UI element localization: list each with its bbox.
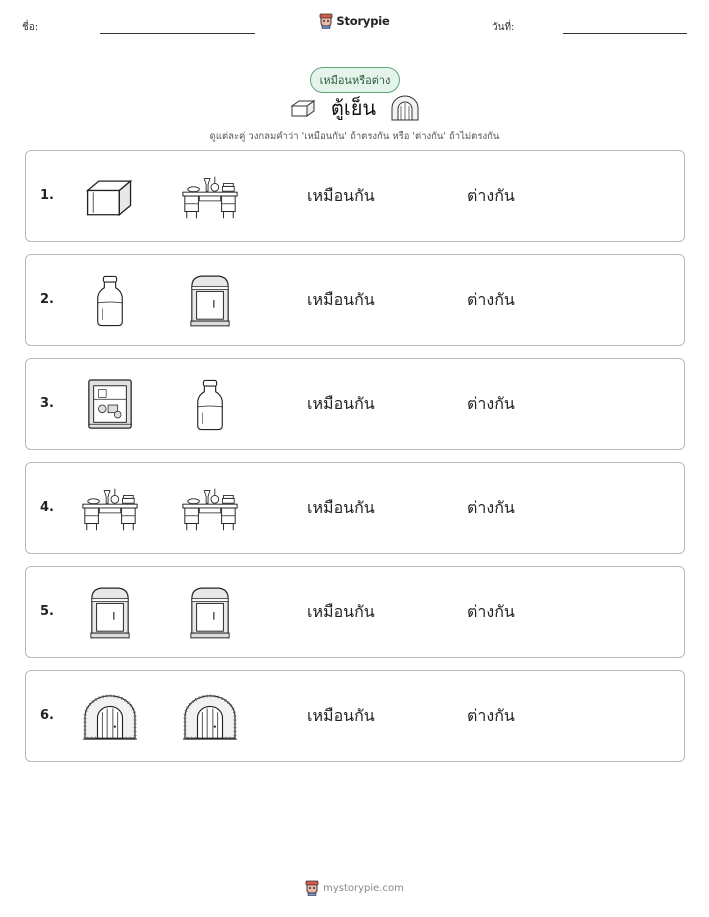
block-icon: [82, 173, 138, 221]
instructions: ดูแต่ละคู่ วงกลมคำว่า 'เหมือนกัน' ถ้าตรงกัน หรือ 'ต่างกัน' ถ้าไม่ตรงกัน: [209, 131, 500, 142]
arch-door-icon: [181, 692, 239, 742]
same-option[interactable]: เหมือนกัน: [307, 602, 375, 621]
name-label: ชื่อ:: [22, 22, 39, 33]
left-picture: [80, 168, 140, 226]
worksheet-type-badge: [310, 67, 400, 93]
question-number: 1.: [40, 188, 54, 203]
different-option[interactable]: ต่างกัน: [467, 706, 515, 725]
arch-door-icon: [390, 95, 420, 121]
name-line[interactable]: [100, 33, 255, 34]
question-row-5: [25, 566, 685, 658]
footer: [0, 880, 709, 896]
question-number: 5.: [40, 604, 54, 619]
question-number: 6.: [40, 708, 54, 723]
storypie-mascot-icon: [319, 13, 333, 29]
left-picture: [80, 584, 140, 642]
footer-url[interactable]: mystorypie.com: [323, 882, 404, 894]
same-option[interactable]: เหมือนกัน: [307, 290, 375, 309]
same-option[interactable]: เหมือนกัน: [307, 394, 375, 413]
question-number: 2.: [40, 292, 54, 307]
different-option[interactable]: ต่างกัน: [467, 498, 515, 517]
different-option[interactable]: ต่างกัน: [467, 186, 515, 205]
question-row-1: [25, 150, 685, 242]
right-picture: [179, 168, 241, 226]
desk-icon: [180, 484, 240, 534]
right-picture: [179, 584, 241, 642]
question-number: 4.: [40, 500, 54, 515]
same-option[interactable]: เหมือนกัน: [307, 186, 375, 205]
title-row: [0, 92, 709, 124]
block-icon: [289, 98, 317, 118]
right-picture: [179, 376, 241, 434]
brand-logo: [0, 13, 709, 29]
same-option[interactable]: เหมือนกัน: [307, 498, 375, 517]
cabinet-icon: [188, 273, 232, 329]
different-option[interactable]: ต่างกัน: [467, 290, 515, 309]
desk-icon: [80, 484, 140, 534]
right-picture: [179, 688, 241, 746]
different-option[interactable]: ต่างกัน: [467, 394, 515, 413]
bottle-icon: [193, 378, 227, 432]
different-option[interactable]: ต่างกัน: [467, 602, 515, 621]
question-number: 3.: [40, 396, 54, 411]
storypie-mascot-icon: [305, 880, 319, 896]
brand-name: Storypie: [336, 14, 390, 28]
right-picture: [179, 480, 241, 538]
right-picture: [179, 272, 241, 330]
left-picture: [80, 688, 140, 746]
left-picture: [80, 376, 140, 434]
question-row-6: [25, 670, 685, 762]
arch-door-icon: [81, 692, 139, 742]
cabinet-icon: [88, 585, 132, 641]
question-row-4: [25, 462, 685, 554]
page-title: ตู้เย็น: [330, 96, 377, 120]
question-row-3: [25, 358, 685, 450]
left-picture: [80, 480, 140, 538]
date-label: วันที่:: [492, 22, 515, 33]
date-line[interactable]: [563, 33, 687, 34]
fridge-icon: [85, 377, 135, 433]
same-option[interactable]: เหมือนกัน: [307, 706, 375, 725]
question-row-2: [25, 254, 685, 346]
cabinet-icon: [188, 585, 232, 641]
desk-icon: [180, 172, 240, 222]
left-picture: [80, 272, 140, 330]
bottle-icon: [93, 274, 127, 328]
badge-label: เหมือนหรือต่าง: [319, 74, 391, 87]
